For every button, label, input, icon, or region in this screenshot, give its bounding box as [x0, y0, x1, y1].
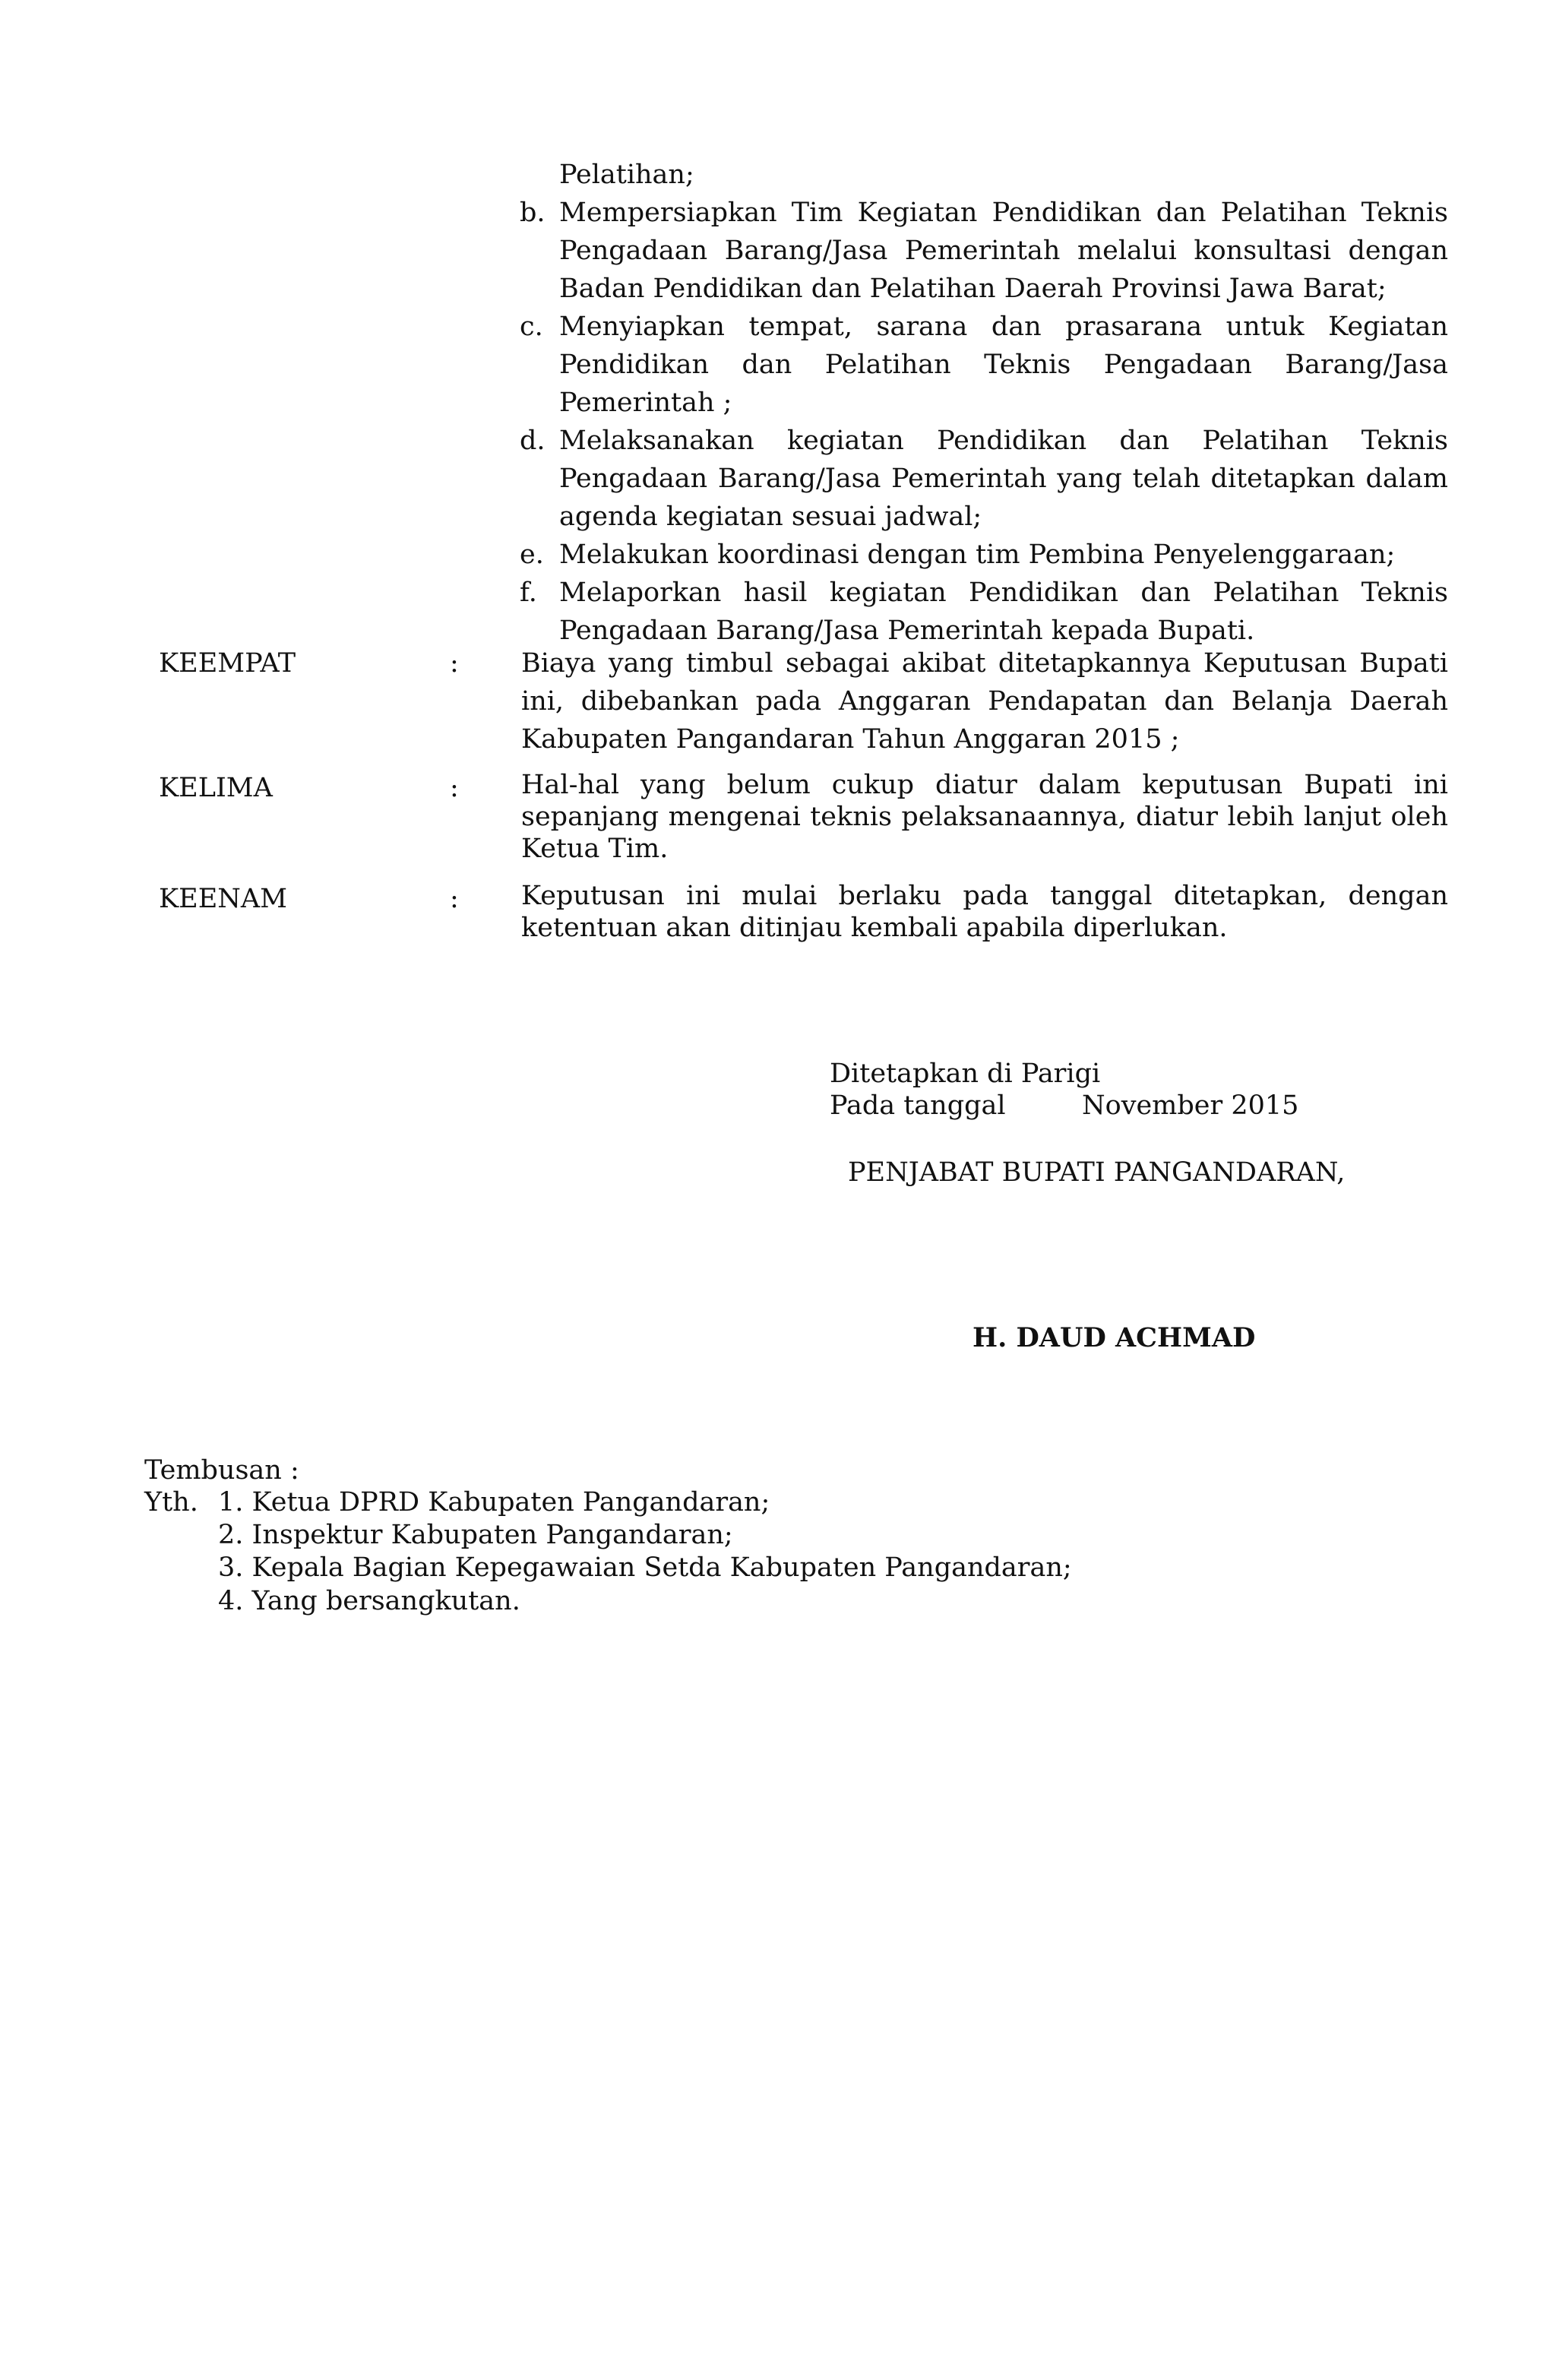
list-item-f — [520, 574, 1448, 650]
tembusan-item: 4. Yang bersangkutan. — [218, 1586, 520, 1616]
list-item-e — [520, 536, 1448, 574]
list-marker: e. — [520, 540, 544, 570]
list-item-text: Mempersiapkan Tim Kegiatan Pendidikan dan Pelatihan Teknis Pengadaan Barang/Jasa Pemerintah melalui konsultasi dengan Badan Pendidikan dan Pelatihan Daerah Provinsi Jawa Barat; — [559, 198, 1448, 304]
list-item-text: Menyiapkan tempat, sarana dan prasarana untuk Kegiatan Pendidikan dan Pelatihan Teknis Pengadaan Barang/Jasa Pemerintah ; — [559, 312, 1448, 418]
list-item-b — [520, 194, 1448, 308]
list-marker: b. — [520, 198, 546, 228]
signature-place: Ditetapkan di Parigi — [830, 1059, 1101, 1089]
tembusan-item: 1. Ketua DPRD Kabupaten Pangandaran; — [218, 1487, 770, 1518]
tembusan-item: 2. Inspektur Kabupaten Pangandaran; — [218, 1520, 733, 1550]
list-marker: c. — [520, 312, 543, 342]
list-item-d — [520, 422, 1448, 536]
list-item-text: Pelatihan; — [559, 160, 694, 190]
tembusan-item: 3. Kepala Bagian Kepegawaian Setda Kabupaten Pangandaran; — [218, 1552, 1072, 1583]
article-text: Keputusan ini mulai berlaku pada tanggal ditetapkan, dengan ketentuan akan ditinjau kembali apabila diperlukan. — [521, 881, 1448, 943]
article-label: KEENAM — [159, 884, 287, 914]
article-colon: : — [450, 884, 459, 914]
list-marker: d. — [520, 426, 546, 456]
list-item-c — [520, 308, 1448, 422]
article-label: KELIMA — [159, 773, 273, 803]
article-label: KEEMPAT — [159, 648, 296, 679]
signature-date-value: November 2015 — [1082, 1090, 1299, 1121]
signature-date-label: Pada tanggal — [830, 1090, 1006, 1121]
list-item-a-continuation — [520, 156, 1448, 194]
list-item-text: Melakukan koordinasi dengan tim Pembina Penyelenggaraan; — [559, 540, 1396, 570]
article-colon: : — [450, 648, 459, 679]
signature-office: PENJABAT BUPATI PANGANDARAN, — [848, 1157, 1346, 1188]
article-colon: : — [450, 773, 459, 803]
signatory-name: H. DAUD ACHMAD — [972, 1322, 1256, 1353]
article-text: Biaya yang timbul sebagai akibat ditetapkannya Keputusan Bupati ini, dibebankan pada Anggaran Pendapatan dan Belanja Daerah Kabupaten Pangandaran Tahun Anggaran 2015 ; — [521, 648, 1448, 755]
list-item-text: Melaksanakan kegiatan Pendidikan dan Pelatihan Teknis Pengadaan Barang/Jasa Pemerintah yang telah ditetapkan dalam agenda kegiatan sesuai jadwal; — [559, 426, 1448, 532]
list-item-text: Melaporkan hasil kegiatan Pendidikan dan Pelatihan Teknis Pengadaan Barang/Jasa Pemerintah kepada Bupati. — [559, 578, 1448, 646]
tembusan-prefix: Yth. — [144, 1487, 198, 1518]
list-marker: f. — [520, 578, 537, 608]
tembusan-heading: Tembusan : — [144, 1455, 299, 1486]
task-list-continuation — [520, 156, 1448, 650]
article-text: Hal-hal yang belum cukup diatur dalam keputusan Bupati ini sepanjang mengenai teknis pelaksanaannya, diatur lebih lanjut oleh Ketua Tim. — [521, 770, 1448, 864]
